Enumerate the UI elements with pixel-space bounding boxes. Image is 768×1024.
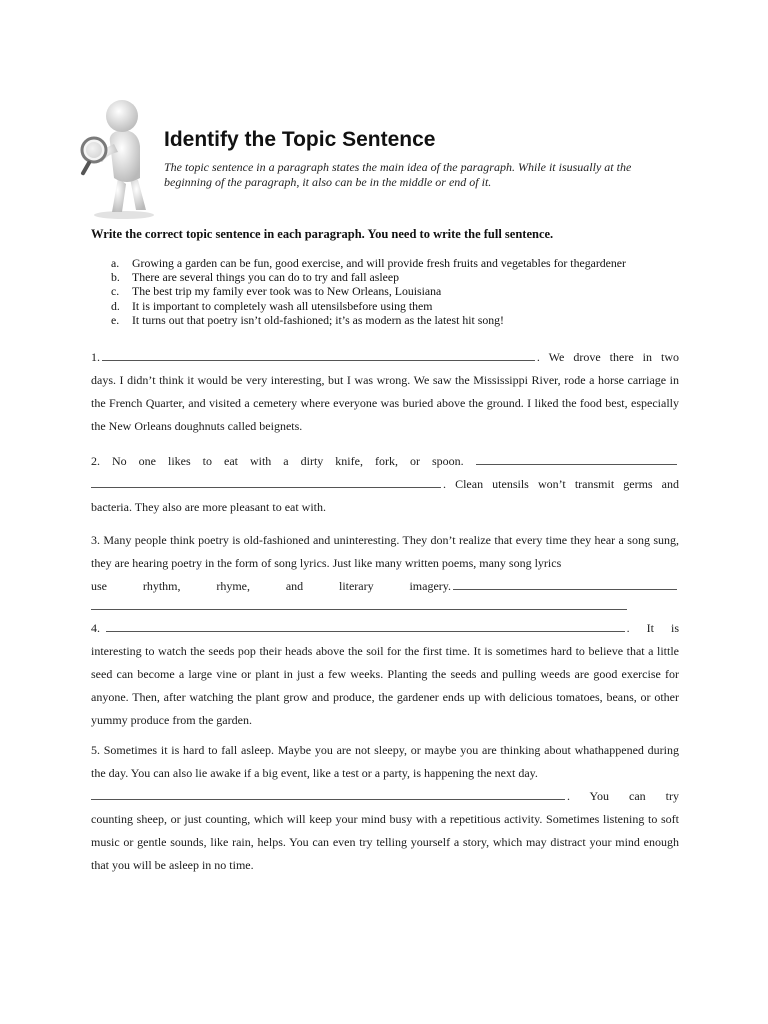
paragraph-text: . We drove there in two [536,350,679,364]
paragraph-text: 2. No one likes to eat with a dirty knife, fork, or spoon. [91,454,464,468]
magnifying-glass-figure-icon [78,92,162,220]
option-text: It is important to completely wash all utensilsbefore using them [132,298,433,313]
instruction-text: Write the correct topic sentence in each paragraph. You need to write the full sentence. [91,227,554,241]
paragraph-text: . It is [626,621,679,635]
option-text: There are several things you can do to try and fall asleep [132,270,399,285]
option-item [111,299,626,313]
answer-blank-2[interactable] [476,453,677,465]
paragraph-text: . You can try [567,789,679,803]
paragraph-1 [91,346,679,438]
paragraph-text: 5. Sometimes it is hard to fall asleep. Maybe you are not sleepy, or maybe you are thinking about whathappened during the day. You can also lie awake if a big event, like a test or a party, is happening the next day. [91,743,679,780]
topic-sentence-options [111,256,626,327]
answer-blank-5[interactable] [91,788,565,800]
paragraph-5 [91,739,679,877]
answer-blank-3[interactable] [453,578,677,590]
option-item [111,256,626,270]
page-title: Identify the Topic Sentence [164,128,436,151]
paragraph-text: counting sheep, or just counting, which will keep your mind busy with a repetitious activity. Sometimes listening to soft music or gentle sounds, like rain, helps. You can even try telling yourself a story, which may distract your mind enough that you will be asleep in no time. [91,812,679,872]
option-text: The best trip my family ever took was to New Orleans, Louisiana [132,284,442,299]
option-letter: a. [111,256,120,270]
option-item [111,270,626,284]
paragraph-text: . Clean utensils won’t transmit germs and [443,477,679,491]
paragraph-text: bacteria. They also are more pleasant to eat with. [91,500,327,514]
option-letter: e. [111,312,120,327]
page-subtitle: The topic sentence in a paragraph states the main idea of the paragraph. While it isusually at the beginning of the paragraph, it also can be in the middle or end of it. [164,160,632,189]
option-letter: c. [111,284,120,299]
paragraph-text: use rhythm, rhyme, and literary imagery. [91,579,451,593]
option-letter: d. [111,298,120,313]
option-text: It turns out that poetry isn’t old-fashioned; it’s as modern as the latest hit song! [132,312,504,327]
answer-blank-2-continued[interactable] [91,476,441,488]
option-letter: b. [111,270,120,285]
answer-blank-4[interactable] [106,620,625,632]
option-item [111,313,626,327]
paragraph-3 [91,529,679,621]
answer-blank-3-continued[interactable] [91,598,627,610]
paragraph-number: 1. [91,350,100,364]
paragraph-2 [91,450,679,519]
option-text: Growing a garden can be fun, good exercise, and will provide fresh fruits and vegetables for thegardener [132,256,626,270]
paragraph-text: 3. Many people think poetry is old-fashioned and uninteresting. They don’t realize that every time they hear a song sung, they are hearing poetry in the form of song lyrics. Just like many written poems, many song lyrics [91,533,679,570]
paragraph-4 [91,617,679,732]
answer-blank-1[interactable] [102,349,535,361]
option-item [111,284,626,298]
paragraph-number: 4. [91,621,100,635]
paragraph-text: days. I didn’t think it would be very interesting, but I was wrong. We saw the Mississippi River, rode a horse carriage in the French Quarter, and visited a cemetery where everyone was buried above the ground. I liked the food best, especially the New Orleans doughnuts called beignets. [91,373,679,433]
paragraph-text: interesting to watch the seeds pop their heads above the soil for the first time. It is sometimes hard to believe that a little seed can become a large vine or plant in just a few weeks. Planting the seeds and pulling weeds are good exercise for anyone. Then, after watching the plant grow and produce, the gardener ends up with delicious tomatoes, beans, or other yummy produce from the garden. [91,644,679,727]
